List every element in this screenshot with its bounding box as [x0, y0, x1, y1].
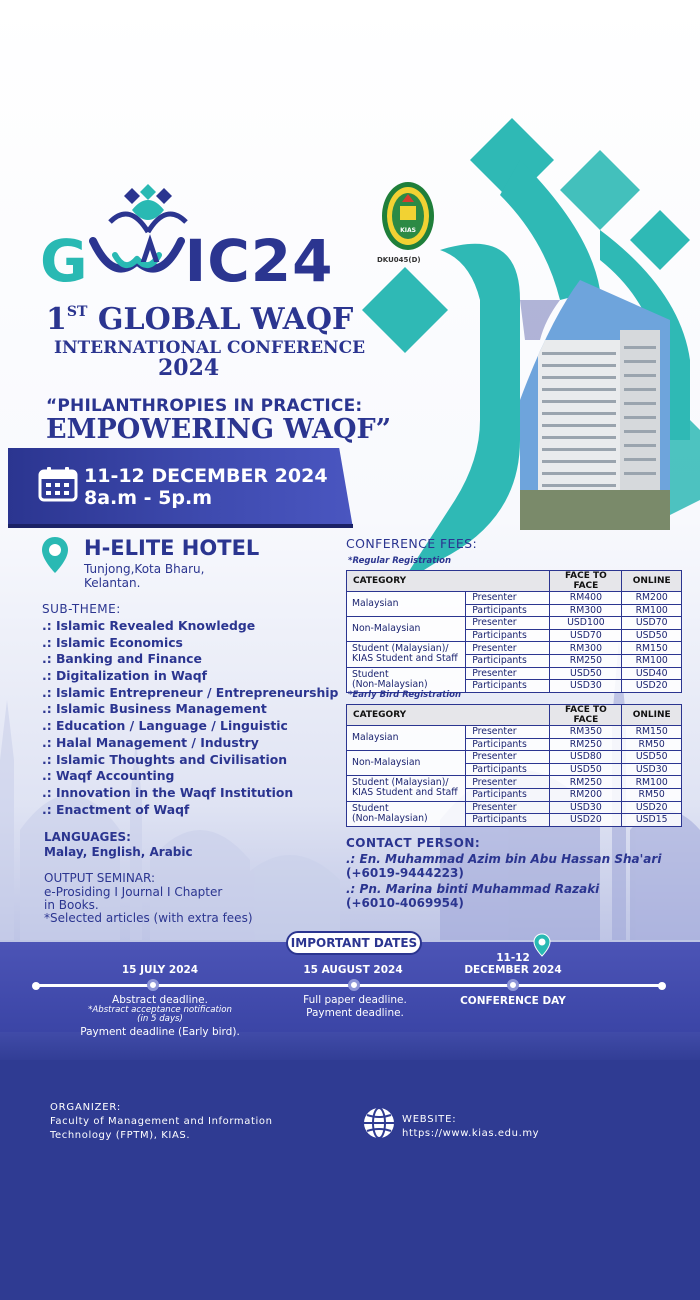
subtheme-item: .: Enactment of Waqf — [42, 801, 190, 817]
title-global-waqf: GLOBAL WAQF — [87, 302, 354, 337]
category-line1: Student — [352, 668, 389, 680]
header-f2f: FACE TO FACE — [550, 571, 622, 592]
type-cell: Participants — [466, 738, 550, 751]
type-cell: Participants — [466, 680, 550, 693]
output-line2: in Books. — [44, 898, 99, 912]
online-cell: USD40 — [622, 667, 682, 680]
table-row — [347, 726, 682, 739]
f2f-cell: RM350 — [550, 726, 622, 739]
f2f-cell: USD20 — [550, 814, 622, 827]
online-cell: USD15 — [622, 814, 682, 827]
table-row — [347, 667, 682, 680]
header-online: ONLINE — [622, 571, 682, 592]
online-cell: RM100 — [622, 654, 682, 667]
conference-logo — [40, 227, 334, 295]
timeline-dot-august — [348, 979, 360, 991]
category-cell — [347, 642, 466, 667]
category-line1: Student — [352, 802, 389, 814]
languages-title: LANGUAGES: — [44, 830, 131, 844]
type-cell: Presenter — [466, 776, 550, 789]
f2f-cell: USD50 — [550, 763, 622, 776]
online-cell: USD30 — [622, 763, 682, 776]
category-line2: (Non-Malaysian) — [352, 812, 428, 824]
f2f-cell: RM400 — [550, 592, 622, 605]
footer — [0, 1060, 700, 1300]
important-dates-title: IMPORTANT DATES — [286, 931, 422, 955]
category-cell — [347, 667, 466, 692]
type-cell: Presenter — [466, 726, 550, 739]
online-cell: USD70 — [622, 617, 682, 630]
desc-payment-early-bird: Payment deadline (Early bird). — [80, 1026, 240, 1038]
f2f-cell: USD30 — [550, 680, 622, 693]
online-cell: USD50 — [622, 629, 682, 642]
desc-conference-day: CONFERENCE DAY — [460, 995, 566, 1007]
location-pin-icon — [40, 536, 70, 574]
event-time: 8a.m - 5p.m — [84, 487, 213, 509]
category-cell: Non-Malaysian — [347, 617, 466, 642]
kias-seal-icon — [380, 176, 436, 252]
subtheme-item: .: Islamic Revealed Knowledge — [42, 618, 256, 633]
table-row — [347, 776, 682, 789]
subtheme-item: .: Education / Language / Linguistic — [42, 718, 288, 734]
logo-letter-g: G — [40, 227, 89, 295]
date-december-day: 11-12 — [496, 952, 530, 964]
subtheme-item: .: Islamic Entrepreneur / Entrepreneurship — [42, 684, 339, 700]
f2f-cell: USD50 — [550, 667, 622, 680]
subtheme-item: .: Banking and Finance — [42, 651, 202, 667]
table-row — [347, 751, 682, 764]
contact-person2-name: .: Pn. Marina binti Muhammad Razaki — [346, 882, 600, 896]
date-banner-shadow — [8, 524, 353, 528]
seal-code: DKU045(D) — [377, 256, 421, 264]
theme-line1: “PHILANTHROPIES IN PRACTICE: — [46, 396, 363, 416]
timeline-end-dot — [658, 982, 666, 990]
title-ordinal: 1 — [46, 302, 67, 337]
header-category: CATEGORY — [347, 571, 550, 592]
type-cell: Participants — [466, 763, 550, 776]
online-cell: USD20 — [622, 801, 682, 814]
category-line2: KIAS Student and Staff — [352, 653, 458, 665]
timeline-start-dot — [32, 982, 40, 990]
conference-title-year: 2024 — [158, 355, 220, 381]
fees-title: CONFERENCE FEES: — [346, 536, 478, 551]
timeline-dot-december — [507, 979, 519, 991]
output-line1: e-Prosiding I Journal I Chapter — [44, 885, 223, 899]
category-cell: Malaysian — [347, 592, 466, 617]
event-date: 11-12 DECEMBER 2024 — [84, 465, 328, 487]
logo-ornament-icon — [40, 182, 330, 262]
online-cell: USD50 — [622, 751, 682, 764]
early-bird-fees-table — [346, 704, 682, 827]
type-cell: Presenter — [466, 667, 550, 680]
date-july: 15 JULY 2024 — [121, 964, 199, 976]
seal-text: KIAS — [400, 227, 416, 234]
note-in-5-days: (in 5 days) — [137, 1014, 183, 1024]
venue-address-line2: Kelantan. — [84, 576, 141, 590]
f2f-cell: USD100 — [550, 617, 622, 630]
category-cell — [347, 776, 466, 801]
category-cell: Non-Malaysian — [347, 751, 466, 776]
category-cell: Malaysian — [347, 726, 466, 751]
f2f-cell: USD30 — [550, 801, 622, 814]
f2f-cell: RM250 — [550, 654, 622, 667]
type-cell: Presenter — [466, 642, 550, 655]
online-cell: USD20 — [622, 680, 682, 693]
venue-address-line1: Tunjong,Kota Bharu, — [84, 562, 205, 576]
subtheme-item: .: Islamic Economics — [42, 634, 183, 650]
timeline-dot-july — [147, 979, 159, 991]
theme-line2: EMPOWERING WAQF” — [46, 414, 392, 445]
table-header-row — [347, 705, 682, 726]
website-title: WEBSITE: — [402, 1114, 457, 1125]
category-line2: KIAS Student and Staff — [352, 787, 458, 799]
desc-payment-deadline: Payment deadline. — [306, 1007, 404, 1019]
desc-abstract-deadline: Abstract deadline. — [112, 994, 208, 1006]
type-cell: Presenter — [466, 592, 550, 605]
logo-letters-ic24: IC24 — [184, 227, 334, 295]
online-cell: RM50 — [622, 788, 682, 801]
contact-title: CONTACT PERSON: — [346, 836, 481, 850]
desc-full-paper-deadline: Full paper deadline. — [303, 994, 407, 1006]
date-december: DECEMBER 2024 — [464, 964, 562, 976]
subtheme-item: .: Islamic Thoughts and Civilisation — [42, 751, 288, 767]
f2f-cell: RM300 — [550, 642, 622, 655]
subtheme-item: .: Islamic Business Management — [42, 701, 267, 717]
languages-value: Malay, English, Arabic — [44, 845, 193, 859]
organizer-title: ORGANIZER: — [50, 1102, 122, 1113]
contact-person1-name: .: En. Muhammad Azim bin Abu Hassan Sha'ari — [346, 852, 662, 866]
subtheme-item: .: Innovation in the Waqf Institution — [42, 784, 294, 800]
subtheme-item: .: Digitalization in Waqf — [42, 668, 208, 684]
regular-registration-label: *Regular Registration — [348, 556, 452, 566]
header-category: CATEGORY — [347, 705, 550, 726]
category-line1: Student (Malaysian)/ — [352, 777, 449, 789]
f2f-cell: RM200 — [550, 788, 622, 801]
online-cell: RM150 — [622, 642, 682, 655]
online-cell: RM150 — [622, 726, 682, 739]
f2f-cell: RM300 — [550, 604, 622, 617]
table-row — [347, 592, 682, 605]
subtheme-title: SUB-THEME: — [42, 602, 121, 616]
conference-title-line2: INTERNATIONAL CONFERENCE — [54, 338, 366, 358]
f2f-cell: USD70 — [550, 629, 622, 642]
organizer-line2: Technology (FPTM), KIAS. — [50, 1130, 191, 1141]
online-cell: RM50 — [622, 738, 682, 751]
type-cell: Participants — [466, 654, 550, 667]
table-row — [347, 642, 682, 655]
f2f-cell: RM250 — [550, 738, 622, 751]
hotel-building-image — [520, 280, 670, 530]
table-row — [347, 617, 682, 630]
header-f2f: FACE TO FACE — [550, 705, 622, 726]
contact-person1-phone[interactable]: (+6019-9444223) — [346, 866, 464, 880]
table-row — [347, 801, 682, 814]
contact-person2-phone[interactable]: (+6010-4069954) — [346, 896, 464, 910]
type-cell: Presenter — [466, 751, 550, 764]
table-header-row — [347, 571, 682, 592]
subtheme-item: .: Waqf Accounting — [42, 768, 175, 784]
venue-name: H-ELITE HOTEL — [84, 536, 260, 560]
category-line1: Student (Malaysian)/ — [352, 643, 449, 655]
regular-fees-table — [346, 570, 682, 693]
type-cell: Participants — [466, 604, 550, 617]
type-cell: Presenter — [466, 801, 550, 814]
globe-icon — [362, 1106, 396, 1140]
date-august: 15 AUGUST 2024 — [303, 964, 403, 976]
calendar-icon — [38, 466, 78, 502]
subtheme-list — [42, 618, 338, 818]
type-cell: Participants — [466, 788, 550, 801]
output-line3: *Selected articles (with extra fees) — [44, 911, 253, 925]
online-cell: RM200 — [622, 592, 682, 605]
header-online: ONLINE — [622, 705, 682, 726]
venue-address — [84, 562, 204, 590]
category-line2: (Non-Malaysian) — [352, 678, 428, 690]
title-ordinal-suffix: ST — [66, 304, 88, 320]
type-cell: Participants — [466, 814, 550, 827]
event-datetime — [84, 465, 328, 509]
category-cell — [347, 801, 466, 826]
type-cell: Presenter — [466, 617, 550, 630]
conference-title-line1 — [46, 302, 353, 337]
f2f-cell: USD80 — [550, 751, 622, 764]
online-cell: RM100 — [622, 604, 682, 617]
website-link[interactable]: https://www.kias.edu.my — [402, 1128, 540, 1139]
f2f-cell: RM250 — [550, 776, 622, 789]
organizer-line1: Faculty of Management and Information — [50, 1116, 273, 1127]
early-bird-label: *Early Bird Registration — [348, 690, 462, 700]
subtheme-item: .: Halal Management / Industry — [42, 734, 259, 750]
output-title: OUTPUT SEMINAR: — [44, 871, 156, 885]
note-abstract-acceptance: *Abstract acceptance notification — [88, 1005, 232, 1015]
online-cell: RM100 — [622, 776, 682, 789]
type-cell: Participants — [466, 629, 550, 642]
